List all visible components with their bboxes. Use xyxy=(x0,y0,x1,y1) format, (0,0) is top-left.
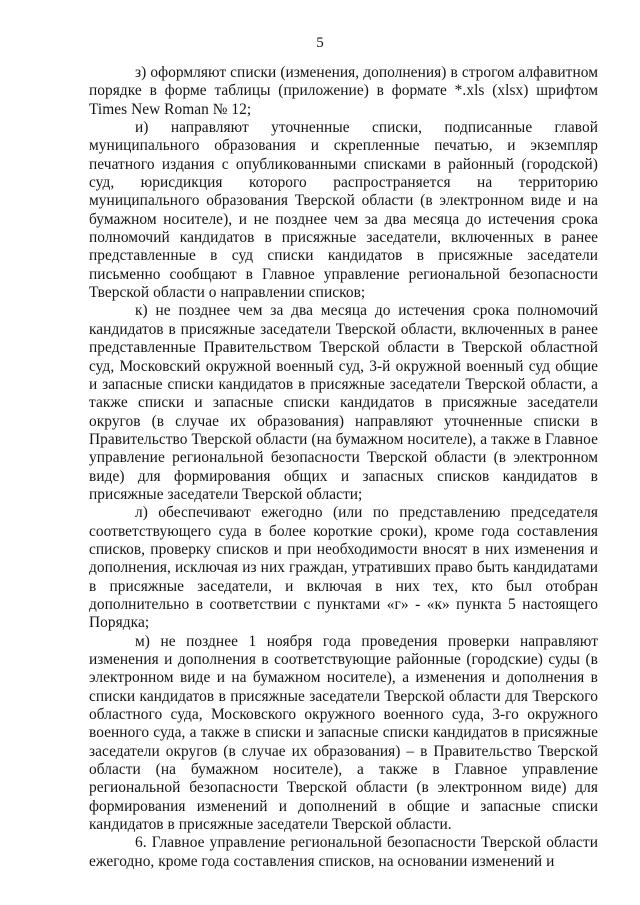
paragraph-i: и) направляют уточненные списки, подписанные главой муниципального образования и скрепленные печатью, и экземпляр печатного издания с опубликованными списками в районный (городской) суд, юрисдикция которого распространяется на территорию муниципального образования Тверской области (в электронном виде и на бумажном носителе), и не позднее чем за два месяца до истечения срока полномочий кандидатов в присяжные заседатели, включенных в ранее представленные в суд списки кандидатов в присяжные заседатели письменно сообщают в Главное управление региональной безопасности Тверской области о направлении списков; xyxy=(89,119,598,302)
paragraph-l: л) обеспечивают ежегодно (или по представлению председателя соответствующего суда в более короткие сроки), кроме года составления списков, проверку списков и при необходимости вносят в них изменения и дополнения, исключая из них граждан, утративших право быть кандидатами в присяжные заседатели, и включая в них тех, кто был отобран дополнительно в соответствии с пунктами «г» - «к» пункта 5 настоящего Порядка; xyxy=(89,504,598,632)
paragraph-m: м) не позднее 1 ноября года проведения проверки направляют изменения и дополнения в соответствующие районные (городские) суды (в электронном виде и на бумажном носителе), а изменения и дополнения в списки кандидатов в присяжные заседатели Тверской области для Тверского областного суда, Московского окружного военного суда, 3-го окружного военного суда, а также в списки и запасные списки кандидатов в присяжные заседатели округов (в случае их образования) – в Правительство Тверской области (на бумажном носителе), а также в Главное управление региональной безопасности Тверской области (в электронном виде) для формирования изменений и дополнений в общие и запасные списки кандидатов в присяжные заседатели Тверской области. xyxy=(89,632,598,834)
paragraph-z: з) оформляют списки (изменения, дополнения) в строгом алфавитном порядке в форме таблицы (приложение) в формате *.xls (xlsx) шрифтом Times New Roman № 12; xyxy=(89,64,598,118)
paragraph-6: 6. Главное управление региональной безопасности Тверской области ежегодно, кроме года составления списков, на основании изменений и xyxy=(89,834,598,870)
document-body xyxy=(89,64,598,871)
paragraph-k: к) не позднее чем за два месяца до истечения срока полномочий кандидатов в присяжные заседатели Тверской области, включенных в ранее представленные Правительством Тверской области в Тверской областной суд, Московский окружной военный суд, 3-й окружной военный суд общие и запасные списки кандидатов в присяжные заседатели Тверской области, а также списки и запасные списки кандидатов в присяжные заседатели округов (в случае их образования) направляют уточненные списки в Правительство Тверской области (на бумажном носителе), а также в Главное управление региональной безопасности Тверской области (в электронном виде) для формирования общих и запасных списков кандидатов в присяжные заседатели Тверской области; xyxy=(89,302,598,503)
page-number: 5 xyxy=(316,35,324,51)
